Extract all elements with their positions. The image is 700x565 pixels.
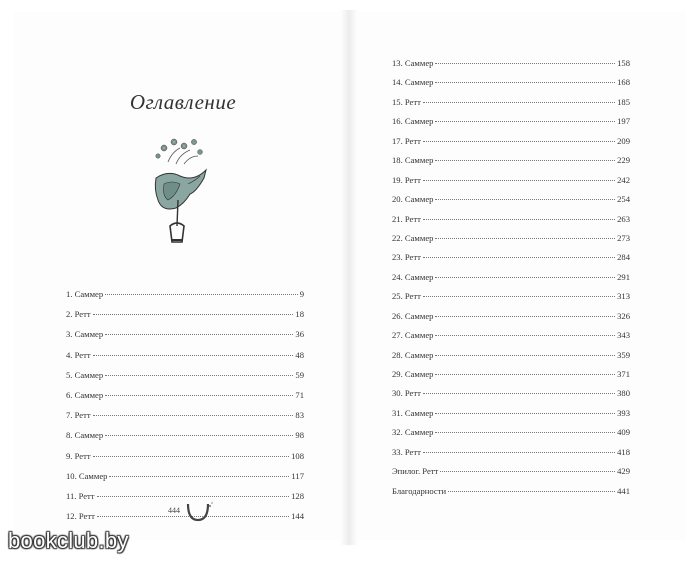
toc-entry: 5. Саммер 59 — [66, 369, 304, 380]
toc-entry: 29. Саммер 371 — [392, 369, 630, 379]
toc-list-left — [66, 284, 304, 526]
book-gutter — [340, 10, 358, 545]
toc-entry: 9. Ретт 108 — [66, 450, 304, 461]
toc-entry: 20. Саммер 254 — [392, 194, 630, 205]
toc-entry: 21. Ретт 263 — [392, 213, 630, 224]
toc-entry: 14. Саммер 168 — [392, 77, 630, 88]
toc-title: Оглавление — [129, 90, 237, 114]
toc-entry: 33. Ретт 418 — [392, 446, 630, 457]
toc-entry: 31. Саммер 393 — [392, 407, 630, 418]
toc-entry: 30. Ретт 380 — [392, 388, 630, 399]
toc-entry: 13. Саммер 158 — [392, 58, 630, 68]
toc-list-right — [392, 54, 630, 501]
saddle-illustration-icon — [150, 134, 210, 250]
toc-entry: Благодарности 441 — [392, 485, 630, 496]
toc-entry: 7. Ретт 83 — [66, 410, 304, 421]
toc-entry: 1. Саммер 9 — [66, 289, 304, 299]
toc-entry: 16. Саммер 197 — [392, 116, 630, 127]
toc-entry: 32. Саммер 409 — [392, 427, 630, 438]
toc-entry: 26. Саммер 326 — [392, 310, 630, 321]
toc-entry: 11. Ретт 128 — [66, 490, 304, 501]
toc-entry: 24. Саммер 291 — [392, 271, 630, 282]
toc-entry: 27. Саммер 343 — [392, 330, 630, 341]
toc-entry: 4. Ретт 48 — [66, 349, 304, 360]
toc-entry: 6. Саммер 71 — [66, 389, 304, 400]
toc-entry: 19. Ретт 242 — [392, 174, 630, 185]
toc-entry: 25. Ретт 313 — [392, 291, 630, 302]
toc-entry: 12. Ретт 144 — [66, 511, 304, 522]
toc-entry: Эпилог. Ретт 429 — [392, 466, 630, 477]
toc-entry: 17. Ретт 209 — [392, 135, 630, 146]
toc-entry: 23. Ретт 284 — [392, 252, 630, 263]
page-number: 444 — [168, 506, 180, 515]
toc-entry: 3. Саммер 36 — [66, 329, 304, 340]
horseshoe-icon — [184, 500, 214, 524]
toc-entry: 8. Саммер 98 — [66, 430, 304, 441]
toc-entry: 28. Саммер 359 — [392, 349, 630, 360]
watermark: bookclub.by — [8, 528, 129, 553]
toc-entry: 22. Саммер 273 — [392, 232, 630, 243]
toc-entry: 18. Саммер 229 — [392, 155, 630, 166]
toc-entry: 10. Саммер 117 — [66, 470, 304, 481]
toc-entry: 15. Ретт 185 — [392, 96, 630, 107]
toc-entry: 2. Ретт 18 — [66, 309, 304, 320]
